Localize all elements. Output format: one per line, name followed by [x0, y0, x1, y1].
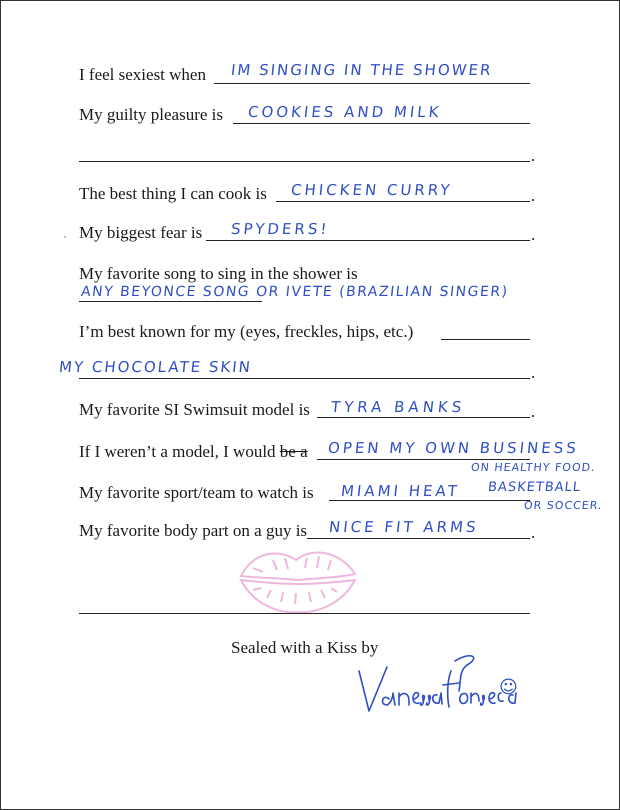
prompt-sexiest: I feel sexiest when	[79, 65, 206, 84]
prompt-guilty-pleasure: My guilty pleasure is	[79, 105, 224, 124]
prompt-shower-song: My favorite song to sing in the shower is	[79, 264, 358, 283]
lipstick-kiss-icon	[233, 538, 363, 618]
answer-if-not-model-continued: ON HEALTHY FOOD.	[470, 461, 597, 474]
answer-best-cook: CHICKEN CURRY	[290, 181, 454, 199]
signature-icon	[351, 641, 521, 721]
answer-line-sexiest	[214, 83, 530, 84]
sealed-label: Sealed with a Kiss by	[231, 638, 379, 657]
answer-if-not-model: OPEN MY OWN BUSINESS	[327, 439, 580, 457]
answer-sport-team: MIAMI HEAT	[340, 482, 461, 500]
answer-line-shower-song	[79, 301, 262, 302]
prompt-si-model: My favorite SI Swimsuit model is	[79, 400, 310, 419]
answer-guilty-pleasure: COOKIES AND MILK	[247, 103, 443, 121]
period: .	[531, 523, 536, 542]
answer-line-sport-team	[329, 500, 530, 501]
answer-best-known: MY CHOCOLATE SKIN	[58, 358, 253, 376]
signature-line	[79, 613, 530, 614]
answer-line-guilty-pleasure	[233, 123, 530, 124]
answer-line-biggest-fear	[206, 240, 530, 241]
struck-text: be a	[279, 442, 308, 461]
answer-line-if-not-model	[317, 459, 530, 460]
prompt-biggest-fear: My biggest fear is	[79, 223, 203, 242]
period: .	[531, 186, 536, 205]
answer-line-extra	[79, 161, 530, 162]
answer-line-si-model	[317, 417, 530, 418]
smiley-icon: ☺	[499, 677, 518, 698]
prompt-sport-team: My favorite sport/team to watch is	[79, 483, 314, 502]
margin-mark: ·	[63, 229, 67, 243]
period: .	[531, 146, 536, 165]
answer-shower-song: ANY BEYONCE SONG OR IVETE (BRAZILIAN SINGER)	[80, 284, 510, 300]
prompt-best-known: I’m best known for my (eyes, freckles, hips, etc.)	[79, 322, 414, 341]
prompt-body-part: My favorite body part on a guy is	[79, 521, 308, 540]
answer-sport-extra-continued: OR SOCCER.	[523, 499, 604, 512]
answer-si-model: TYRA BANKS	[330, 398, 467, 416]
answer-line-best-known-2	[79, 378, 530, 379]
answer-sexiest: IM SINGING IN THE SHOWER	[230, 61, 494, 79]
prompt-best-cook: The best thing I can cook is	[79, 184, 267, 203]
answer-sport-extra: BASKETBALL	[487, 480, 582, 495]
answer-body-part: NICE FIT ARMS	[328, 518, 480, 536]
period: .	[531, 225, 536, 244]
prompt-if-not-model: If I weren’t a model, I would be a	[79, 442, 308, 461]
period: .	[531, 402, 536, 421]
answer-line-best-known-1	[441, 339, 530, 340]
answer-biggest-fear: SPYDERS!	[230, 220, 331, 238]
answer-line-best-cook	[276, 201, 530, 202]
period: .	[531, 363, 536, 382]
